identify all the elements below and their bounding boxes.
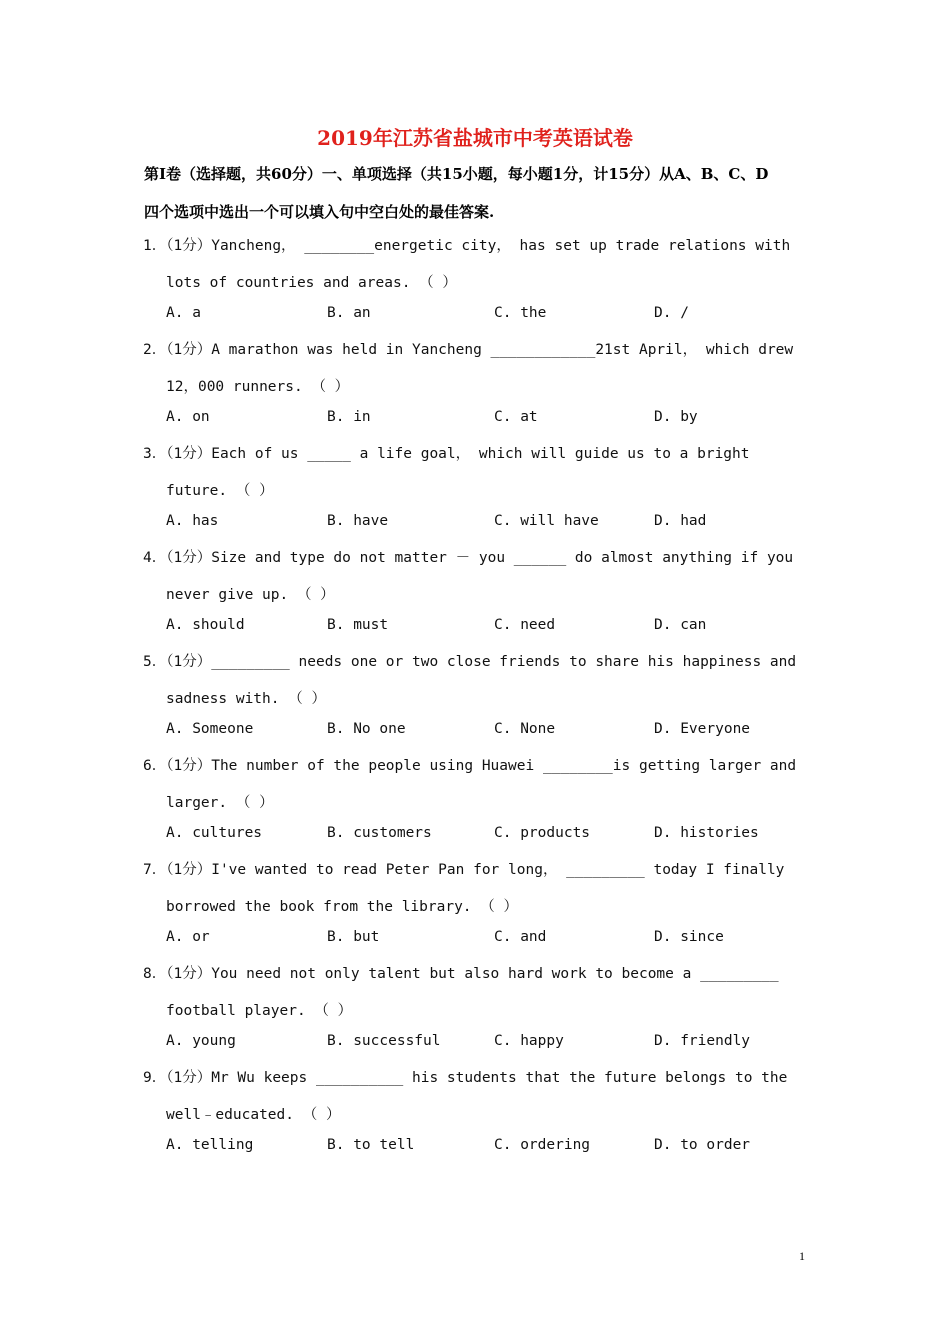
question-text: 7．（1分）I've wanted to read Peter Pan for long， _________ today I finally [143, 862, 785, 878]
answer-option: D. Everyone [654, 721, 751, 737]
answer-option: C. ordering [494, 1137, 591, 1153]
question-text-continued: lots of countries and areas. （ ） [166, 275, 457, 291]
question-text: 9．（1分）Mr Wu keeps __________ his students that the future belongs to the [143, 1070, 788, 1086]
answer-option: D. to order [654, 1137, 751, 1153]
page-number: 1 [799, 1249, 805, 1263]
section-intro-line-1: 第I卷（选择题，共60分）一、单项选择（共15小题，每小题1分，计15分）从A、B、C、D [144, 165, 769, 183]
question-text: 8．（1分）You need not only talent but also hard work to become a _________ [143, 966, 779, 982]
question-text: 1．（1分）Yancheng， ________energetic city， has set up trade relations with [143, 238, 791, 254]
answer-option: A. has [166, 513, 219, 529]
question-text: 3．（1分）Each of us _____ a life goal， which will guide us to a bright [143, 446, 750, 462]
answer-option: B. an [327, 305, 371, 321]
answer-option: D. had [654, 513, 707, 529]
question-text-continued: future. （ ） [166, 483, 274, 499]
answer-option: C. and [494, 929, 547, 945]
question-text-continued: 12，000 runners. （ ） [166, 379, 350, 395]
answer-option: A. on [166, 409, 210, 425]
question-text-continued: well﹣educated. （ ） [166, 1107, 341, 1123]
question-text-continued: borrowed the book from the library. （ ） [166, 899, 519, 915]
answer-option: C. the [494, 305, 547, 321]
question-text-continued: football player. （ ） [166, 1003, 353, 1019]
question-text-continued: never give up. （ ） [166, 587, 335, 603]
question-text: 4．（1分）Size and type do not matter － you ______ do almost anything if you [143, 550, 794, 566]
question-text: 5．（1分）_________ needs one or two close friends to share his happiness and [143, 654, 797, 670]
answer-option: A. telling [166, 1137, 254, 1153]
answer-option: C. products [494, 825, 591, 841]
answer-option: B. to tell [327, 1137, 415, 1153]
answer-option: D. / [654, 305, 689, 321]
answer-option: D. since [654, 929, 724, 945]
answer-option: C. at [494, 409, 538, 425]
answer-option: C. happy [494, 1033, 564, 1049]
answer-option: B. have [327, 513, 389, 529]
answer-option: B. but [327, 929, 380, 945]
answer-option: C. need [494, 617, 556, 633]
answer-option: A. a [166, 305, 201, 321]
answer-option: B. must [327, 617, 389, 633]
answer-option: A. should [166, 617, 245, 633]
question-text: 2．（1分）A marathon was held in Yancheng ____________21st April， which drew [143, 342, 794, 358]
question-text-continued: larger. （ ） [166, 795, 274, 811]
answer-option: D. by [654, 409, 698, 425]
answer-option: B. in [327, 409, 371, 425]
answer-option: B. No one [327, 721, 406, 737]
answer-option: C. None [494, 721, 556, 737]
answer-option: B. customers [327, 825, 432, 841]
page-title: 2019年江苏省盐城市中考英语试卷 [317, 126, 633, 150]
answer-option: B. successful [327, 1033, 441, 1049]
section-intro-line-2: 四个选项中选出一个可以填入句中空白处的最佳答案. [144, 203, 495, 221]
answer-option: A. Someone [166, 721, 254, 737]
answer-option: D. histories [654, 825, 759, 841]
answer-option: C. will have [494, 513, 599, 529]
answer-option: D. friendly [654, 1033, 751, 1049]
answer-option: D. can [654, 617, 707, 633]
question-text-continued: sadness with. （ ） [166, 691, 326, 707]
answer-option: A. young [166, 1033, 236, 1049]
answer-option: A. or [166, 929, 210, 945]
question-text: 6．（1分）The number of the people using Huawei ________is getting larger and [143, 758, 797, 774]
answer-option: A. cultures [166, 825, 263, 841]
